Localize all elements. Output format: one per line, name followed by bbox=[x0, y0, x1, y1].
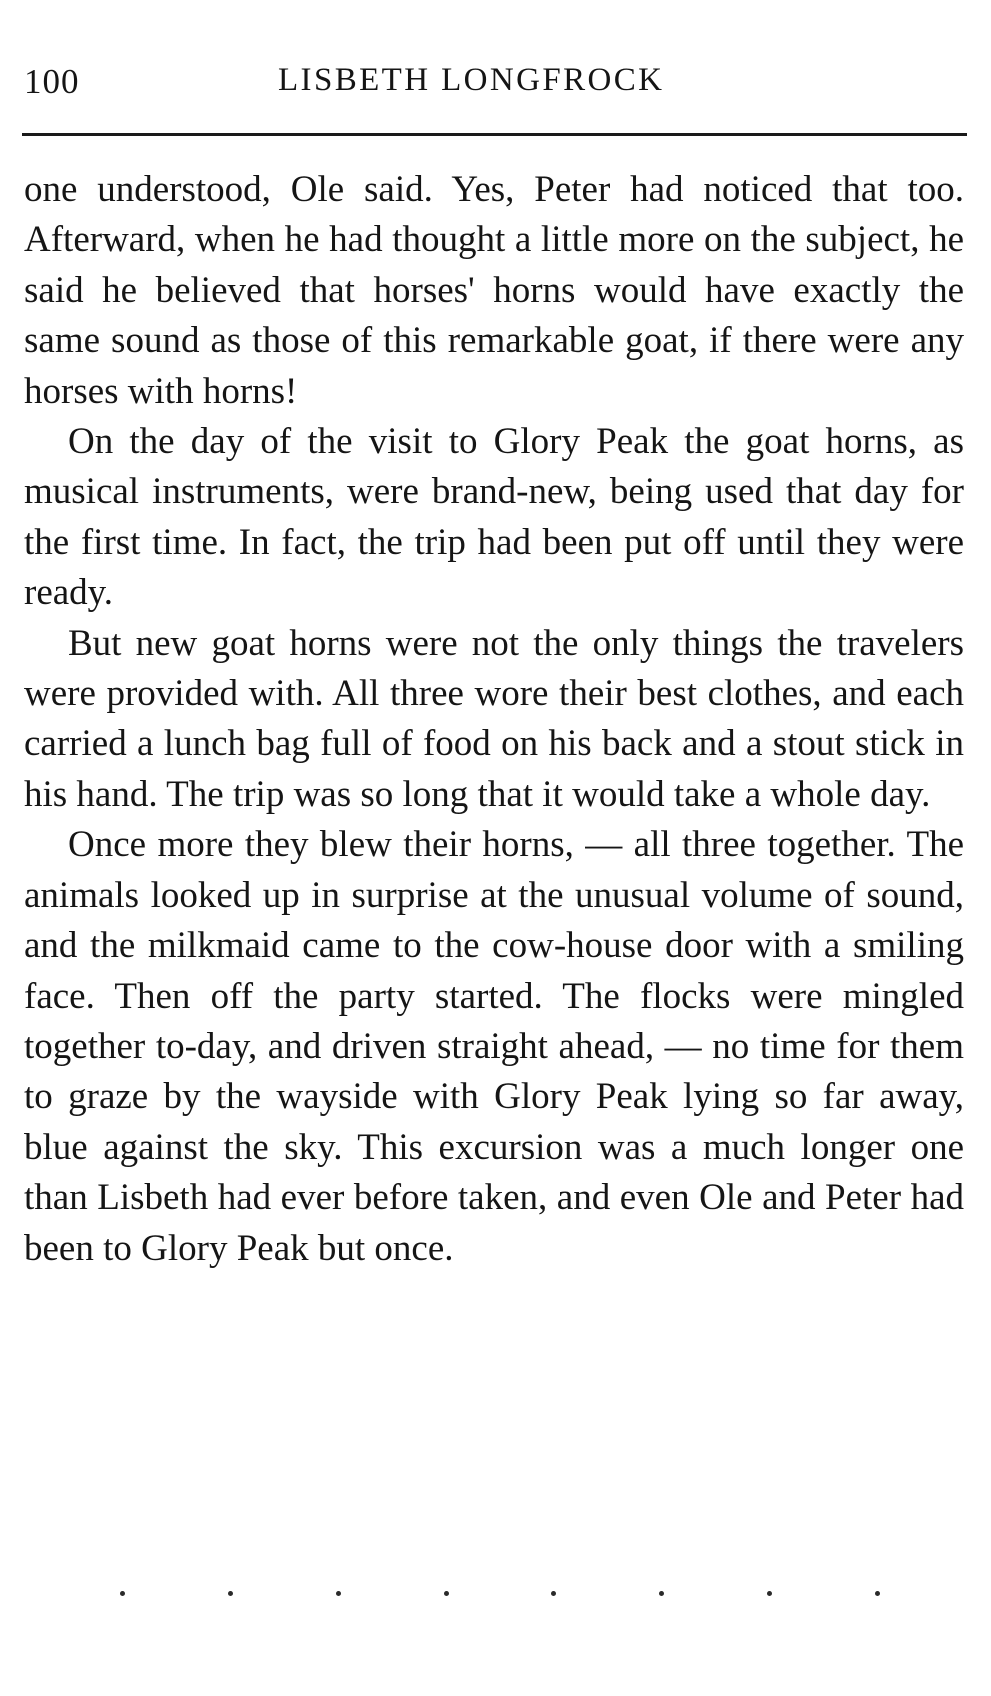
header-rule bbox=[22, 133, 967, 136]
section-break-dot bbox=[659, 1591, 664, 1596]
section-break-dot bbox=[228, 1591, 233, 1596]
paragraph-3: But new goat horns were not the only things the travelers were provided with. All three wore their best clothes, and each carried a lunch bag full of food on his back and a stout stick in his hand. The trip was so long that it would take a whole day. bbox=[24, 622, 964, 815]
section-break-dot bbox=[336, 1591, 341, 1596]
section-break-dots bbox=[120, 1583, 880, 1603]
running-title: LISBETH LONGFROCK bbox=[278, 62, 665, 98]
paragraph-2: On the day of the visit to Glory Peak the goat horns, as musical instruments, were brand-new, being used that day for the first time. In fact, the trip had been put off until they were ready. bbox=[24, 421, 964, 614]
section-break-dot bbox=[444, 1591, 449, 1596]
paragraph-4: Once more they blew their horns, — all three together. The animals looked up in surprise at the unusual volume of sound, and the milkmaid came to the cow-house door with a smiling face. Then off the party started. The flocks were mingled together to-day, and driven straight ahead, — no time for them to graze by the wayside with Glory Peak lying so far away, blue against the sky. This excursion was a much longer one than Lisbeth had ever before taken, and even Ole and Peter had been to Glory Peak but once. bbox=[24, 824, 964, 1269]
paragraph-1: one understood, Ole said. Yes, Peter had noticed that too. Afterward, when he had thought a little more on the subject, he said he believed that horses' horns would have exactly the same sound as those of this remarkable goat, if there were any horses with horns! bbox=[24, 169, 964, 412]
section-break-dot bbox=[767, 1591, 772, 1596]
body-text bbox=[24, 165, 964, 1274]
running-head bbox=[24, 62, 964, 112]
section-break-dot bbox=[875, 1591, 880, 1596]
section-break-dot bbox=[551, 1591, 556, 1596]
page-number: 100 bbox=[24, 62, 80, 101]
section-break-dot bbox=[120, 1591, 125, 1596]
